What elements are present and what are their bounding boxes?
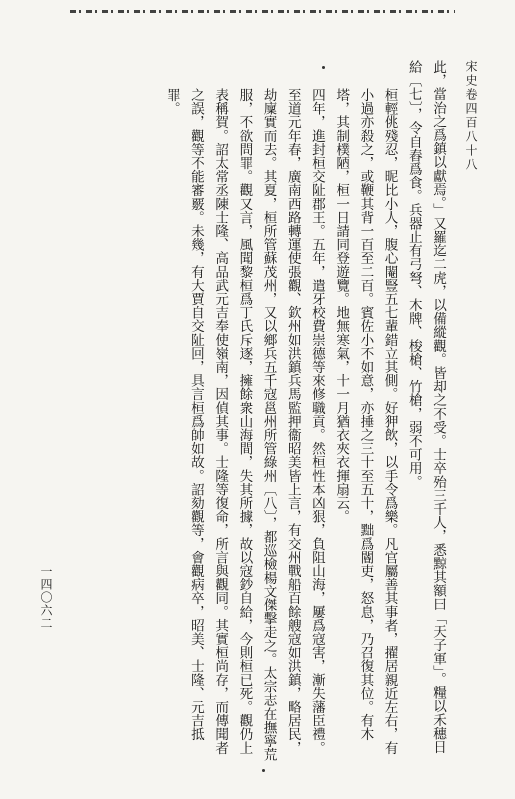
paragraph-2: 桓輕佻殘忍，昵比小人，腹心閹豎五七輩錯立其側。好狎飲，以手令爲樂。凡官屬善其事者，擢居親近左右，有小過亦殺之，或鞭其背一百至二百。賓佐小不如意，亦捶之三十至五十，黜爲閽吏，怒息，乃召復其位。有木塔，其制樸陋，桓一日請同登遊覽。地無寒氣，十一月猶衣夾衣揮扇云。 [333, 88, 398, 755]
scan-speck [262, 769, 265, 772]
running-title: 宋史卷四百八十八 [464, 60, 478, 172]
body-text [70, 60, 450, 765]
paragraph-1: 此，當治之爲鎮以獻焉。」又羅迄二虎，以備縱觀。皆却之不受。士卒殆三千人，悉黥其額曰「天子軍」。糧以禾穗日給〔七〕，令自舂爲食。兵器止有弓弩、木牌、梭槍、竹槍，弱不可用。 [405, 60, 446, 754]
paragraph-3: 四年，進封桓交阯郡王。五年，遣牙校費崇德等來修職貢。然桓性本凶狠，負阻山海，屢爲寇害，漸失藩臣禮。至道元年春，廣南西路轉運使張觀、欽州如洪鎮兵馬監押衞昭美皆上言，有交州戰船百餘艘寇如洪鎮，略居民，劫廩實而去。其夏，桓所管蘇茂州，又以鄉兵五千寇邕州所管綠州〔八〕，都巡檢楊文傑擊走之。太宗志在撫寧荒服，不欲問罪。觀又言，風聞黎桓爲丁氏斥逐，擁餘衆山海間，失其所據，故以寇鈔自給，今則桓已死。觀仍上表稱賀。詔太常丞陳士隆、高品武元吉奉使嶺南，因偵其事。士隆等復命，所言與觀同。其實桓尚存，而傳聞者之誤，觀等不能審覈。未幾，有大賈自交阯回，具言桓爲帥如故。詔劾觀等，會觀病卒，昭美、士隆、元吉抵罪。 [163, 88, 325, 762]
scan-speck [322, 66, 325, 69]
top-border-line [70, 10, 455, 13]
page-number: 一四〇六二 [39, 565, 53, 630]
